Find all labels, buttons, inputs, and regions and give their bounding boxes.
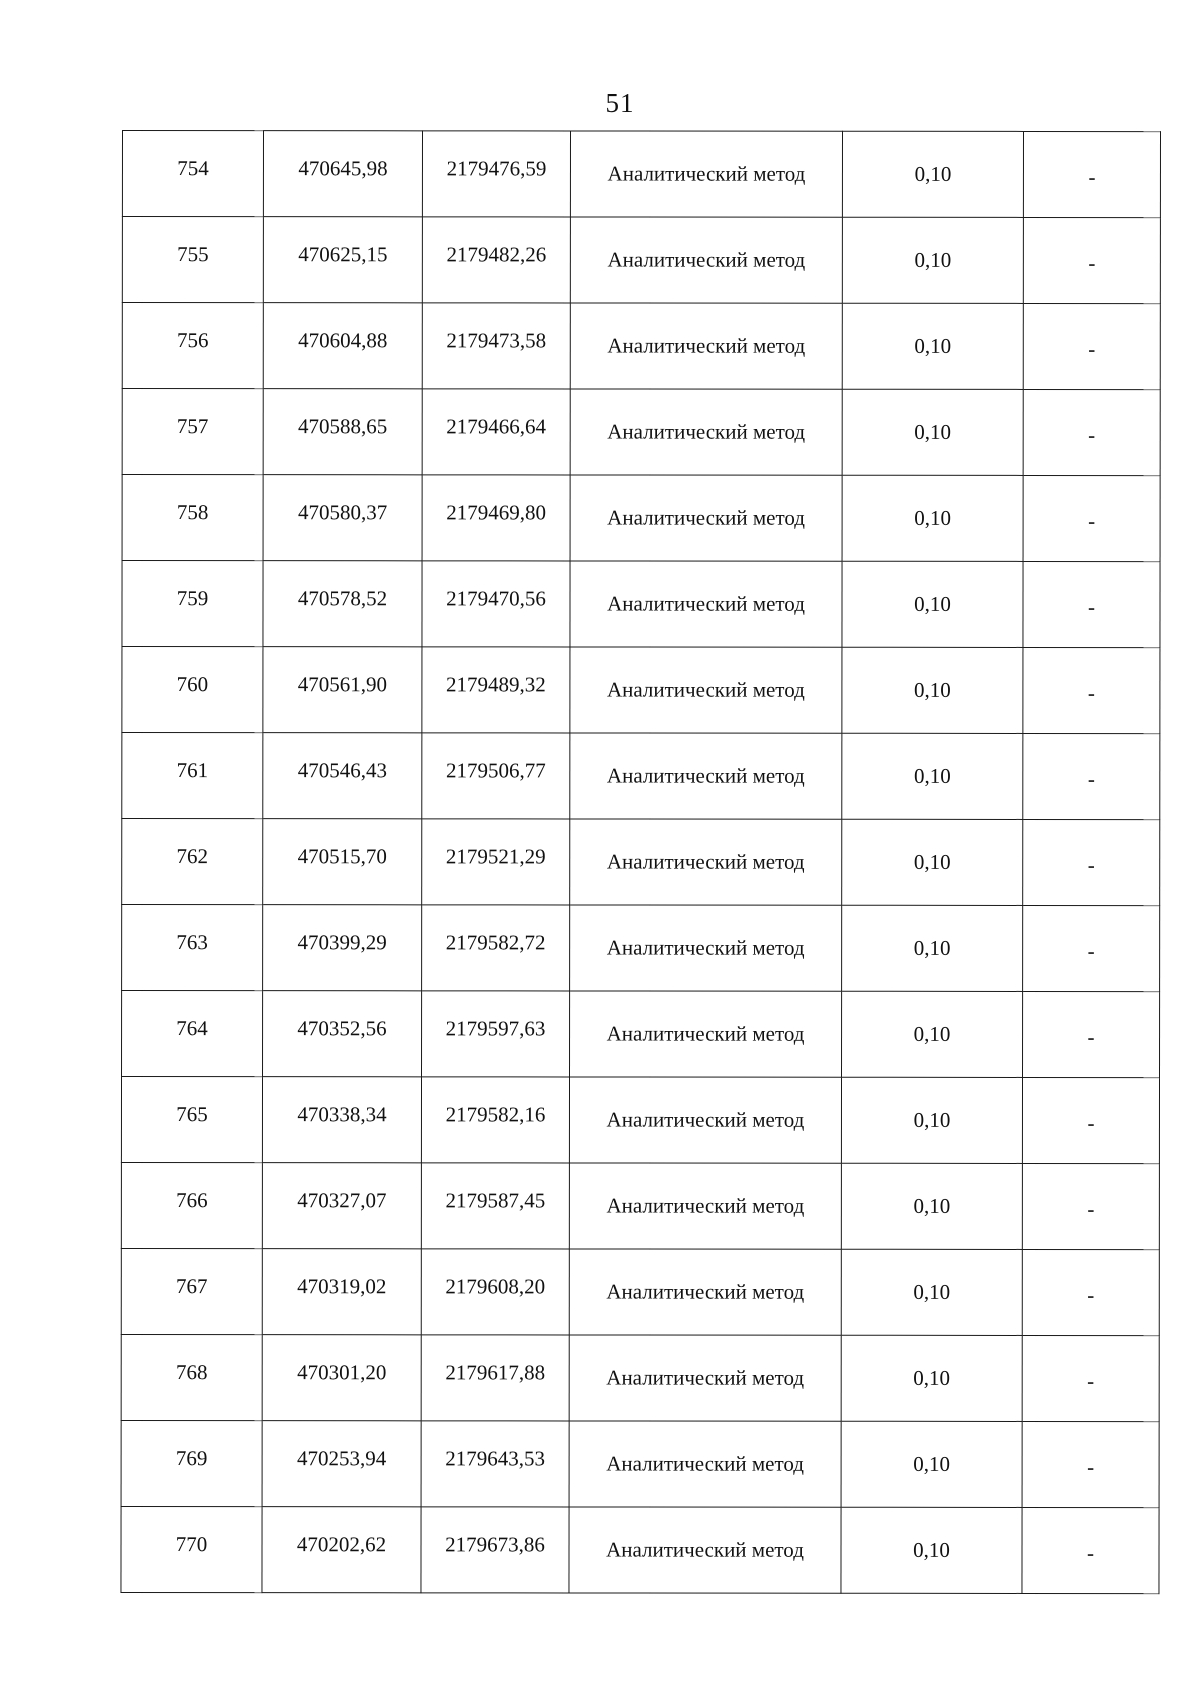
x-coordinate-cell-text: 470253,94 [296, 1446, 387, 1471]
method-cell [569, 1077, 841, 1163]
point-number-cell [121, 1163, 262, 1249]
method-cell [569, 1335, 841, 1421]
x-coordinate-cell-text: 470301,20 [297, 1360, 387, 1385]
note-cell-text: - [1088, 509, 1096, 534]
y-coordinate-cell-text: 2179582,16 [445, 1102, 546, 1127]
table-row [122, 647, 1160, 734]
note-cell [1023, 991, 1160, 1077]
note-cell-text: - [1087, 939, 1095, 964]
note-cell-text: - [1087, 1025, 1095, 1050]
point-number-cell [122, 131, 263, 217]
note-cell-text: - [1087, 595, 1096, 620]
point-number-cell-text: 766 [176, 1188, 208, 1213]
point-number-cell-text: 761 [176, 758, 209, 783]
point-number-cell [122, 647, 263, 733]
x-coordinate-cell-text: 470338,34 [297, 1102, 387, 1127]
point-number-cell [122, 217, 263, 303]
note-cell [1023, 647, 1160, 733]
note-cell [1023, 819, 1160, 905]
y-coordinate-cell [421, 1335, 569, 1421]
note-cell-text: - [1088, 165, 1096, 190]
accuracy-cell-text: 0,10 [913, 1279, 951, 1304]
y-coordinate-cell [422, 561, 570, 647]
point-number-cell [122, 389, 263, 475]
note-cell [1022, 1335, 1159, 1421]
point-number-cell-text: 764 [176, 1016, 208, 1041]
y-coordinate-cell-text: 2179521,29 [445, 844, 546, 869]
method-cell [570, 905, 842, 991]
method-cell [570, 819, 842, 905]
y-coordinate-cell [421, 1507, 569, 1593]
x-coordinate-cell [262, 1163, 421, 1249]
y-coordinate-cell [421, 1249, 569, 1335]
method-cell-text: Аналитический метод [607, 505, 805, 530]
method-cell-text: Аналитический метод [606, 849, 805, 874]
table-row [122, 389, 1160, 476]
note-cell-text: - [1087, 1455, 1095, 1480]
x-coordinate-cell [263, 303, 422, 389]
method-cell [570, 733, 842, 819]
table-row [122, 905, 1160, 992]
table-row [122, 733, 1160, 820]
note-cell [1023, 561, 1160, 647]
x-coordinate-cell [263, 475, 422, 561]
point-number-cell [121, 1506, 262, 1592]
accuracy-cell [841, 1249, 1022, 1335]
point-number-cell-text: 755 [177, 242, 209, 267]
accuracy-cell [842, 647, 1023, 733]
y-coordinate-cell-text: 2179470,56 [446, 586, 546, 611]
accuracy-cell-text: 0,10 [914, 591, 951, 616]
page-number: 51 [605, 88, 635, 118]
note-cell [1022, 1163, 1159, 1249]
method-cell-text: Аналитический метод [606, 1107, 805, 1132]
table-row [122, 131, 1160, 218]
accuracy-cell-text: 0,10 [913, 935, 951, 960]
method-cell-text: Аналитический метод [607, 161, 806, 186]
method-cell-text: Аналитический метод [606, 1451, 805, 1476]
point-number-cell-text: 758 [176, 500, 209, 525]
accuracy-cell [841, 1335, 1022, 1421]
note-cell [1022, 1249, 1159, 1335]
x-coordinate-cell [263, 131, 422, 217]
accuracy-cell [841, 1421, 1022, 1507]
accuracy-cell [842, 991, 1023, 1077]
y-coordinate-cell-text: 2179469,80 [446, 500, 546, 525]
note-cell [1022, 1507, 1159, 1593]
accuracy-cell-text: 0,10 [914, 677, 951, 702]
y-coordinate-cell [422, 217, 570, 303]
y-coordinate-cell-text: 2179608,20 [445, 1274, 546, 1299]
accuracy-cell-text: 0,10 [914, 247, 952, 272]
x-coordinate-cell [262, 1507, 421, 1593]
accuracy-cell-text: 0,10 [913, 1537, 950, 1562]
point-number-cell-text: 760 [176, 672, 209, 697]
accuracy-cell [842, 733, 1023, 819]
x-coordinate-cell [263, 217, 422, 303]
accuracy-cell [841, 1077, 1022, 1163]
point-number-cell [122, 561, 263, 647]
accuracy-cell [842, 131, 1023, 217]
point-number-cell-text: 759 [176, 586, 209, 611]
note-cell [1023, 905, 1160, 991]
point-number-cell-text: 754 [177, 156, 209, 181]
y-coordinate-cell [422, 819, 570, 905]
point-number-cell [121, 1248, 262, 1334]
x-coordinate-cell-text: 470604,88 [298, 328, 388, 353]
x-coordinate-cell [263, 389, 422, 475]
table-row [121, 1077, 1159, 1164]
note-cell-text: - [1087, 1197, 1095, 1222]
method-cell [569, 1421, 841, 1507]
x-coordinate-cell [262, 1335, 421, 1421]
table-row [122, 561, 1160, 648]
method-cell-text: Аналитический метод [607, 591, 805, 616]
y-coordinate-cell [422, 991, 570, 1077]
x-coordinate-cell-text: 470352,56 [297, 1016, 387, 1041]
point-number-cell-text: 768 [175, 1360, 208, 1385]
note-cell [1023, 733, 1160, 819]
y-coordinate-cell-text: 2179476,59 [446, 156, 547, 181]
accuracy-cell-text: 0,10 [913, 763, 951, 788]
point-number-cell [121, 1334, 262, 1420]
point-number-cell [122, 905, 263, 991]
accuracy-cell-text: 0,10 [914, 505, 951, 530]
method-cell-text: Аналитический метод [607, 247, 806, 272]
method-cell-text: Аналитический метод [606, 1279, 805, 1304]
point-number-cell [121, 1077, 262, 1163]
method-cell-text: Аналитический метод [607, 419, 806, 444]
point-number-cell [122, 733, 263, 819]
x-coordinate-cell-text: 470202,62 [296, 1532, 387, 1557]
x-coordinate-cell [262, 1249, 421, 1335]
point-number-cell [121, 1420, 262, 1506]
note-cell-text: - [1088, 337, 1096, 362]
y-coordinate-cell-text: 2179489,32 [446, 672, 546, 697]
accuracy-cell [842, 303, 1023, 389]
point-number-cell-text: 757 [176, 414, 209, 439]
x-coordinate-cell [263, 733, 422, 819]
x-coordinate-cell [263, 819, 422, 905]
accuracy-cell-text: 0,10 [914, 161, 952, 186]
note-cell [1023, 303, 1160, 389]
method-cell [570, 303, 842, 389]
accuracy-cell-text: 0,10 [914, 333, 952, 358]
table-row [121, 1248, 1159, 1335]
method-cell-text: Аналитический метод [606, 763, 805, 788]
table-row [122, 991, 1160, 1078]
y-coordinate-cell [422, 733, 570, 819]
y-coordinate-cell [422, 905, 570, 991]
table-row [122, 819, 1160, 906]
method-cell [570, 647, 842, 733]
accuracy-cell [842, 217, 1023, 303]
x-coordinate-cell-text: 470515,70 [297, 844, 387, 869]
note-cell [1023, 131, 1160, 217]
point-number-cell-text: 756 [177, 328, 209, 353]
y-coordinate-cell [421, 1163, 569, 1249]
point-number-cell-text: 770 [175, 1532, 208, 1557]
note-cell-text: - [1087, 1369, 1095, 1394]
point-number-cell-text: 767 [176, 1274, 208, 1299]
coordinates-table-body [121, 131, 1161, 1594]
table-row [121, 1163, 1159, 1250]
method-cell [570, 131, 842, 217]
x-coordinate-cell-text: 470588,65 [298, 414, 388, 439]
coordinates-table [120, 130, 1161, 1594]
accuracy-cell [841, 1507, 1022, 1593]
x-coordinate-cell-text: 470625,15 [298, 242, 388, 267]
accuracy-cell [841, 1163, 1022, 1249]
table-row [121, 1420, 1159, 1507]
point-number-cell [122, 991, 263, 1077]
method-cell-text: Аналитический метод [606, 1537, 804, 1562]
y-coordinate-cell-text: 2179466,64 [446, 414, 547, 439]
accuracy-cell [842, 905, 1023, 991]
point-number-cell-text: 765 [176, 1102, 208, 1127]
y-coordinate-cell [422, 131, 570, 217]
note-cell-text: - [1087, 853, 1095, 878]
table-row [122, 475, 1160, 562]
method-cell-text: Аналитический метод [606, 935, 805, 960]
method-cell-text: Аналитический метод [606, 1365, 805, 1390]
x-coordinate-cell [263, 561, 422, 647]
x-coordinate-cell [262, 1421, 421, 1507]
y-coordinate-cell [422, 647, 570, 733]
point-number-cell-text: 769 [175, 1446, 208, 1471]
method-cell [569, 1163, 841, 1249]
y-coordinate-cell-text: 2179597,63 [445, 1016, 546, 1041]
accuracy-cell-text: 0,10 [913, 849, 951, 874]
note-cell-text: - [1087, 681, 1095, 706]
note-cell [1023, 217, 1160, 303]
y-coordinate-cell [421, 1077, 569, 1163]
y-coordinate-cell-text: 2179673,86 [445, 1532, 545, 1557]
y-coordinate-cell-text: 2179473,58 [446, 328, 547, 353]
table-row [122, 303, 1160, 390]
accuracy-cell-text: 0,10 [913, 1365, 951, 1390]
y-coordinate-cell-text: 2179506,77 [445, 758, 546, 783]
x-coordinate-cell-text: 470546,43 [297, 758, 387, 783]
y-coordinate-cell-text: 2179617,88 [445, 1360, 546, 1385]
x-coordinate-cell-text: 470580,37 [297, 500, 388, 525]
note-cell-text: - [1087, 1283, 1095, 1308]
accuracy-cell-text: 0,10 [913, 1021, 951, 1046]
y-coordinate-cell [422, 389, 570, 475]
accuracy-cell [842, 819, 1023, 905]
method-cell [570, 389, 842, 475]
y-coordinate-cell [422, 475, 570, 561]
table-row [121, 1334, 1159, 1421]
x-coordinate-cell-text: 470399,29 [297, 930, 387, 955]
point-number-cell-text: 763 [176, 930, 208, 955]
note-cell-text: - [1087, 1111, 1095, 1136]
point-number-cell [122, 303, 263, 389]
accuracy-cell [842, 561, 1023, 647]
x-coordinate-cell-text: 470578,52 [297, 586, 388, 611]
note-cell [1022, 1077, 1159, 1163]
method-cell-text: Аналитический метод [606, 677, 805, 702]
x-coordinate-cell-text: 470561,90 [297, 672, 388, 697]
x-coordinate-cell-text: 470327,07 [297, 1188, 387, 1213]
method-cell [569, 1249, 841, 1335]
note-cell-text: - [1087, 767, 1095, 792]
method-cell-text: Аналитический метод [606, 1021, 805, 1046]
table-row [122, 217, 1160, 304]
x-coordinate-cell-text: 470645,98 [298, 156, 388, 181]
method-cell [570, 217, 842, 303]
point-number-cell [122, 475, 263, 561]
accuracy-cell [842, 475, 1023, 561]
method-cell-text: Аналитический метод [607, 333, 806, 358]
accuracy-cell-text: 0,10 [913, 1451, 950, 1476]
x-coordinate-cell [262, 1077, 421, 1163]
y-coordinate-cell-text: 2179482,26 [446, 242, 547, 267]
y-coordinate-cell [421, 1421, 569, 1507]
y-coordinate-cell-text: 2179582,72 [445, 930, 546, 955]
note-cell [1023, 389, 1160, 475]
method-cell [570, 561, 842, 647]
point-number-cell-text: 762 [176, 844, 209, 869]
note-cell [1023, 475, 1160, 561]
note-cell [1022, 1421, 1159, 1507]
accuracy-cell [842, 389, 1023, 475]
y-coordinate-cell-text: 2179587,45 [445, 1188, 546, 1213]
x-coordinate-cell [263, 647, 422, 733]
accuracy-cell-text: 0,10 [913, 1193, 951, 1218]
x-coordinate-cell-text: 470319,02 [297, 1274, 387, 1299]
x-coordinate-cell [263, 905, 422, 991]
table-row [121, 1506, 1159, 1593]
method-cell [570, 991, 842, 1077]
x-coordinate-cell [263, 991, 422, 1077]
method-cell [570, 475, 842, 561]
method-cell [569, 1507, 841, 1593]
y-coordinate-cell [422, 303, 570, 389]
method-cell-text: Аналитический метод [606, 1193, 805, 1218]
accuracy-cell-text: 0,10 [914, 419, 952, 444]
note-cell-text: - [1088, 251, 1096, 276]
y-coordinate-cell-text: 2179643,53 [445, 1446, 545, 1471]
point-number-cell [122, 819, 263, 905]
note-cell-text: - [1086, 1541, 1095, 1566]
accuracy-cell-text: 0,10 [913, 1107, 951, 1132]
note-cell-text: - [1088, 423, 1096, 448]
